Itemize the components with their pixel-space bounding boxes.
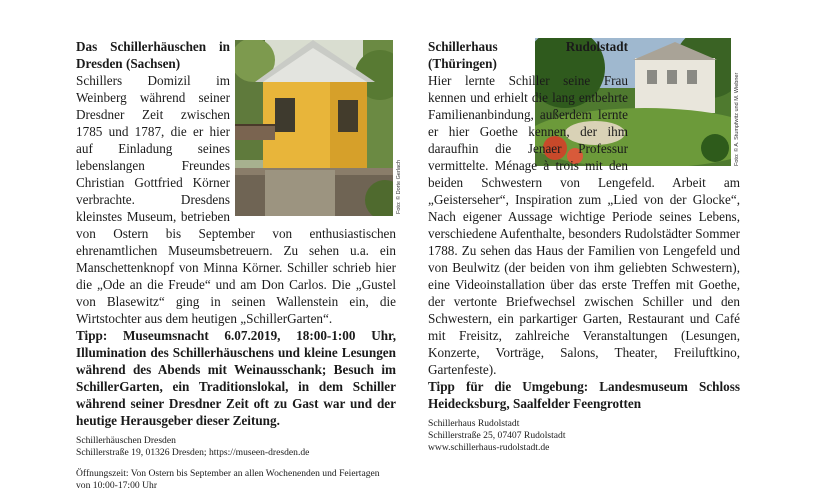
article-right-body: Hier lernte Schiller seine Frau kennen und erhielt die lang entbehrte Familienanbindung, außerdem lernte er hier Goethe kennen, der ihm daraufhin die Jenaer Professur vermittelte. Ménage à trois mit den beiden Schwestern von Lengefeld. Arbeit am „Geisterseher“, Inspiration zum „Lied von der Glocke“, Nach eigener Aussage wichtige Periode seines Lebens, verschiedene Aufenthalte, besonders Rudolstädter Sommer 1788. Zu sehen das Haus der Familien von Lengefeld und von Beulwitz (der beiden von ihm geliebten Schwestern), eine Videoinstallation über das erste Treffen mit Goethe, der vertonte Briefwechsel zwischen Schiller und den Schwestern, ein parkartiger Garten, Restaurant und Café mit Freisitz, zahlreiche Veranstaltungen (Lesungen, Konzerte, Vorträge, Salons, Theater, Freiluftkino, Gartenfeste). — [428, 73, 740, 377]
left-info-name: Schillerhäuschen Dresden — [76, 435, 176, 446]
right-info-web[interactable]: www.schillerhaus-rudolstadt.de — [428, 442, 550, 453]
article-right-tip: Tipp für die Umgebung: Landesmuseum Schloss Heidecksburg, Saalfelder Feengrotten — [428, 379, 740, 411]
photo-credit-left: Foto: © Dorte Gerlach — [396, 160, 402, 214]
article-right-heading: Schillerhaus Rudolstadt (Thüringen) — [428, 39, 628, 71]
article-left-tip: Tipp: Museumsnacht 6.07.2019, 18:00-1:00 Uhr, Illumination des Schillerhäuschens und kleine Lesungen während des Abends mit Weinausschank; Besuch im SchillerGarten, ein Traditionslokal, in dem Schiller während seiner Dresdner Zeit oft zu Gast war und der heutige Herausgeber dieser Zeitung. — [76, 328, 396, 428]
left-info-address: Schillerstraße 19, 01326 Dresden; https://museen-dresden.de — [76, 447, 310, 458]
right-info-address: Schillerstraße 25, 07407 Rudolstadt — [428, 430, 566, 441]
photo-credit-right: Foto: © A. Stumpfwitz und M. Wiebner — [734, 72, 740, 166]
photo-spacer-left — [230, 38, 396, 216]
right-info-name: Schillerhaus Rudolstadt — [428, 418, 520, 429]
article-left-body: Schillers Domizil im Weinberg während seiner Dresdner Zeit zwischen 1785 und 1787, die er hier auf Einladung seines lebenslangen Freundes Christian Gottfried Körner verbrachte. Dresdens kleinstes Museum, betrieben von Ostern bis September von enthusiastischen ehrenamtlichen Museumsbetreuern. Zu sehen u.a. ein Manschettenknopf von Minna Körner. Schiller schrieb hier die „Ode an die Freude“ und am Don Carlos. Die „Gustel von Blasewitz“ ging in seinen Wallenstein ein, die Wirtstochter aus dem heutigen „SchillerGarten“. — [76, 73, 396, 326]
article-left-heading: Das Schillerhäuschen in Dresden (Sachsen) — [76, 39, 230, 71]
photo-spacer-right — [628, 38, 740, 169]
article-right — [428, 38, 740, 454]
article-left — [76, 38, 396, 492]
left-info-hours: Öffnungszeit: Von Ostern bis September an allen Wochenenden und Feiertagen von 10:00-17:00 Uhr — [76, 468, 380, 491]
